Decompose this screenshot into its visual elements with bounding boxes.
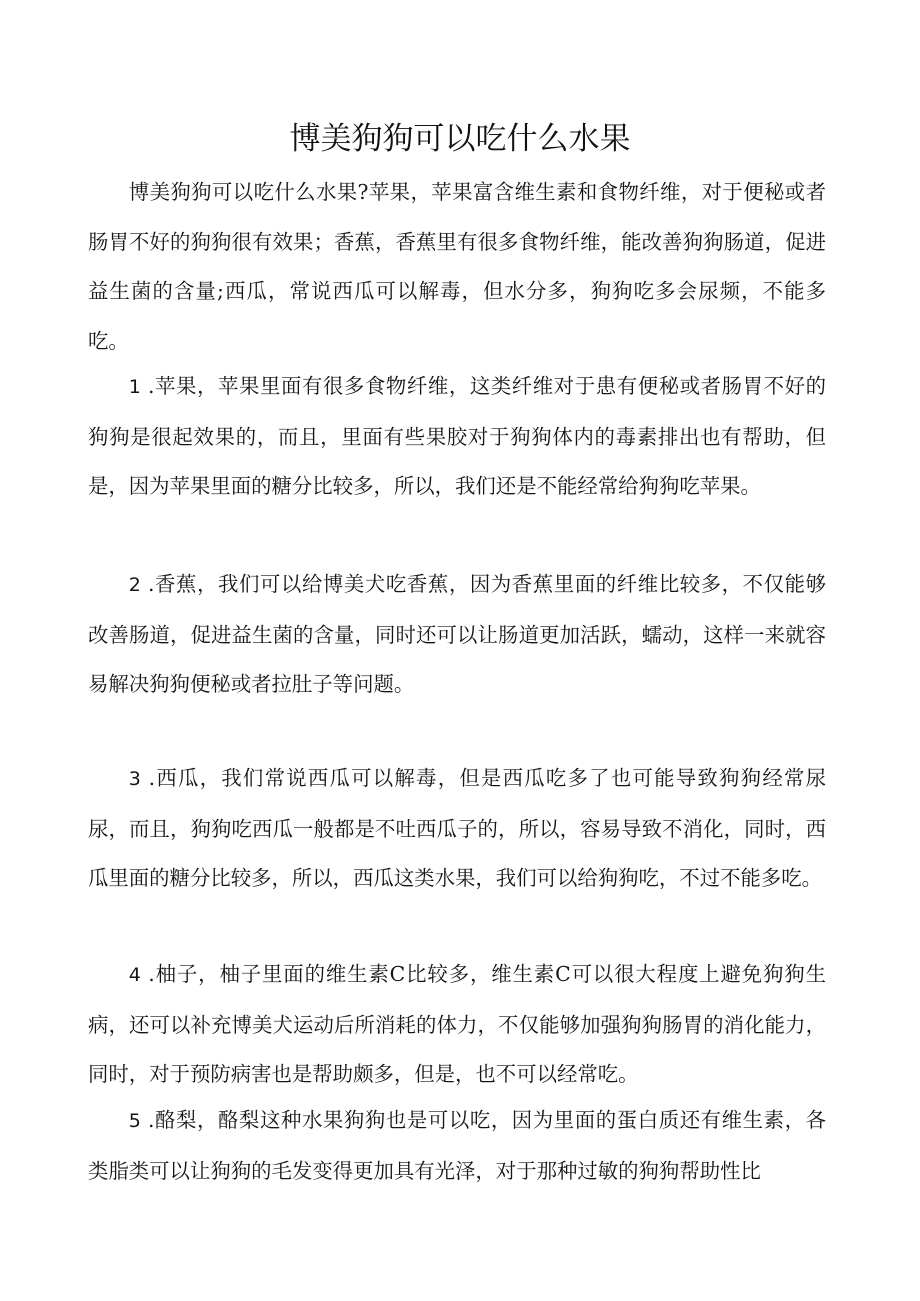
list-item-text: .柚子，柚子里面的维生素C比较多，维生素C可以很大程度上避免狗狗生病，还可以补充博美犬运动后所消耗的体力，不仅能够加强狗狗肠胃的消化能力，同时，对于预防病害也是帮助颇多，但是，也不可以经常吃。 <box>88 962 826 1087</box>
list-item-text: .香蕉，我们可以给博美犬吃香蕉，因为香蕉里面的纤维比较多，不仅能够改善肠道，促进益生菌的含量，同时还可以让肠道更加活跃，蠕动，这样一来就容易解决狗狗便秘或者拉肚子等问题。 <box>88 572 826 697</box>
document-title: 博美狗狗可以吃什么水果 <box>289 121 631 157</box>
list-item-number: 2 <box>128 574 141 596</box>
list-item-number: 3 <box>128 768 141 790</box>
list-item-number: 5 <box>128 1110 141 1132</box>
list-item-banana <box>88 560 826 710</box>
list-item-text: .酪梨，酪梨这种水果狗狗也是可以吃，因为里面的蛋白质还有维生素，各类脂类可以让狗狗的毛发变得更加具有光泽，对于那种过敏的狗狗帮助性比 <box>88 1108 826 1183</box>
list-item-pomelo <box>88 950 826 1100</box>
intro-paragraph: 博美狗狗可以吃什么水果?苹果，苹果富含维生素和食物纤维，对于便秘或者肠胃不好的狗狗很有效果；香蕉，香蕉里有很多食物纤维，能改善狗狗肠道，促进益生菌的含量;西瓜，常说西瓜可以解毒，但水分多，狗狗吃多会尿频，不能多吃。 <box>88 180 826 353</box>
list-item-text: .西瓜，我们常说西瓜可以解毒，但是西瓜吃多了也可能导致狗狗经常尿尿，而且，狗狗吃西瓜一般都是不吐西瓜子的，所以，容易导致不消化，同时，西瓜里面的糖分比较多，所以，西瓜这类水果，我们可以给狗狗吃，不过不能多吃。 <box>88 766 826 891</box>
list-item-apple <box>88 362 826 512</box>
list-item-avocado <box>88 1096 826 1196</box>
list-item-watermelon <box>88 754 826 904</box>
list-item-number: 1 <box>128 376 141 398</box>
list-item-text: .苹果，苹果里面有很多食物纤维，这类纤维对于患有便秘或者肠胃不好的狗狗是很起效果的，而且，里面有些果胶对于狗狗体内的毒素排出也有帮助，但是，因为苹果里面的糖分比较多，所以，我们还是不能经常给狗狗吃苹果。 <box>88 374 826 499</box>
list-item-number: 4 <box>128 964 141 986</box>
